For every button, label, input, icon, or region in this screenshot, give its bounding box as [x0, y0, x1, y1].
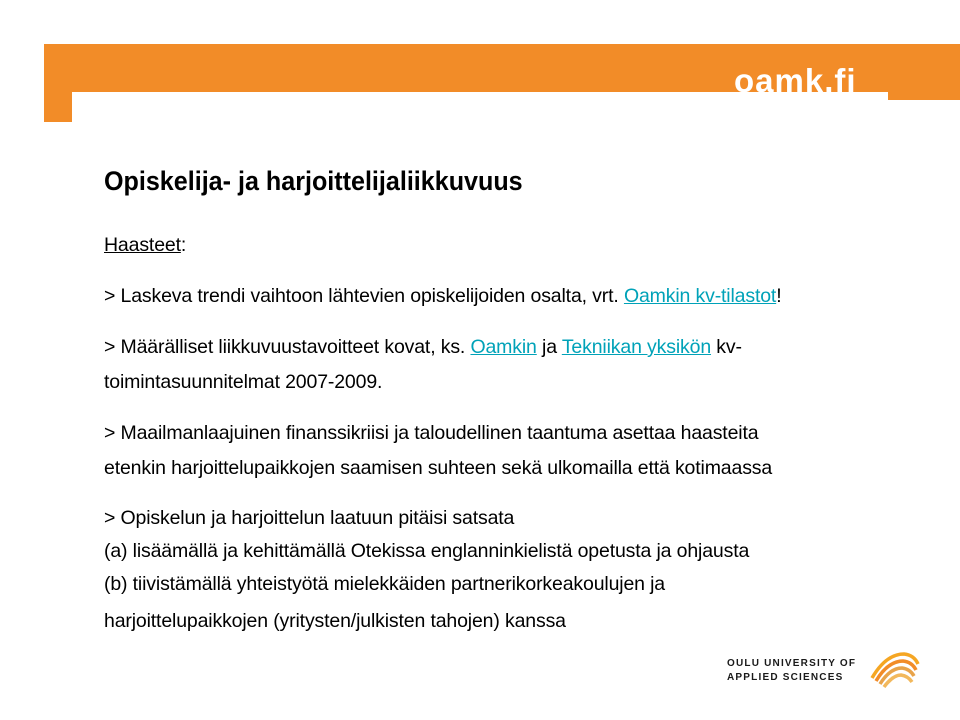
slide-body [104, 228, 864, 641]
bullet-4-line-3: (b) tiivistämällä yhteistyötä mielekkäiden partnerikorkeakoulujen ja [104, 573, 665, 595]
challenges-heading [104, 228, 864, 263]
oulu-uas-logo [718, 648, 918, 688]
bullet-1-text: > Laskeva trendi vaihtoon lähtevien opiskelijoiden osalta, vrt. [104, 285, 624, 307]
bullet-4-line-4: harjoittelupaikkojen (yritysten/julkisten tahojen) kanssa [104, 610, 566, 632]
bullet-3-line-2: etenkin harjoittelupaikkojen saamisen suhteen sekä ulkomailla että kotimaassa [104, 457, 773, 479]
link-oamkin[interactable]: Oamkin [470, 336, 537, 358]
bullet-1-after: ! [776, 285, 782, 307]
header-bar-left [44, 44, 72, 122]
bullet-4-line-2: (a) lisäämällä ja kehittämällä Otekissa englanninkielistä opetusta ja ohjausta [104, 540, 750, 562]
logo-line-1: OULU UNIVERSITY OF [727, 658, 857, 669]
bullet-2-after: kv- [711, 336, 742, 358]
bullet-2 [104, 330, 864, 365]
link-tekniikan-yksikon[interactable]: Tekniikan yksikön [561, 336, 712, 358]
bullet-2-line-2: toimintasuunnitelmat 2007-2009. [104, 371, 383, 393]
challenges-label: Haasteet [104, 234, 181, 256]
slide-title: Opiskelija- ja harjoittelijaliikkuvuus [104, 166, 523, 196]
oamk-logo-text: oamk.fi [734, 62, 857, 99]
bullet-1 [104, 279, 864, 314]
logo-line-2: APPLIED SCIENCES [727, 672, 844, 683]
link-oamk-stats[interactable]: Oamkin kv-tilastot [623, 285, 777, 307]
bullet-2-text: > Määrälliset liikkuvuustavoitteet kovat, ks. [104, 336, 471, 358]
bullet-4-line-1: > Opiskelun ja harjoittelun laatuun pitäisi satsata [104, 507, 515, 529]
university-emblem-icon [868, 648, 920, 690]
challenges-colon: : [180, 234, 187, 256]
header-bar-notch [888, 92, 960, 100]
bullet-3-line-1: > Maailmanlaajuinen finanssikriisi ja taloudellinen taantuma asettaa haasteita [104, 422, 759, 444]
bullet-2-mid: ja [536, 336, 562, 358]
